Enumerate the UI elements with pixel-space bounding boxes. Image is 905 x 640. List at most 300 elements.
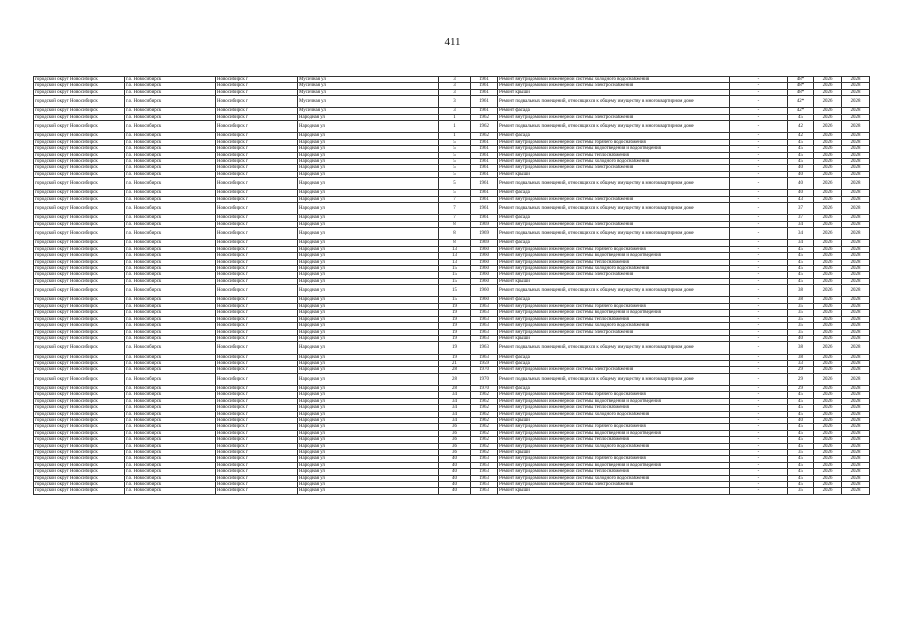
municipality-cell: городской округ Новосибирск: [34, 253, 125, 259]
end-year-cell: 2028: [842, 228, 870, 240]
cost-cell: 45: [788, 266, 814, 272]
work-type-cell: Ремонт внутридомовой инженерной системы горячего водоснабжения: [498, 303, 730, 309]
placeholder-cell: -: [730, 133, 788, 139]
placeholder-cell: -: [730, 303, 788, 309]
table-row: [34, 228, 870, 240]
city-cell: Новосибирск г: [216, 462, 298, 468]
start-year-cell: 2026: [814, 285, 842, 297]
build-year-cell: 1961: [471, 159, 498, 165]
cost-cell: 40: [788, 171, 814, 177]
city-cell: Новосибирск г: [216, 83, 298, 89]
house-number-cell: 40: [439, 462, 471, 468]
city-cell: Новосибирск г: [216, 215, 298, 221]
start-year-cell: 2026: [814, 178, 842, 190]
cost-cell: 45: [788, 139, 814, 145]
settlement-cell: г.о. Новосибирск: [125, 462, 216, 468]
cost-cell: 48*: [788, 89, 814, 95]
house-number-cell: 15: [439, 285, 471, 297]
start-year-cell: 2026: [814, 278, 842, 284]
work-type-cell: Ремонт фасада: [498, 240, 730, 246]
end-year-cell: 2028: [842, 488, 870, 494]
start-year-cell: 2026: [814, 83, 842, 89]
settlement-cell: г.о. Новосибирск: [125, 259, 216, 265]
start-year-cell: 2026: [814, 171, 842, 177]
city-cell: Новосибирск г: [216, 449, 298, 455]
end-year-cell: 2028: [842, 310, 870, 316]
build-year-cell: 1962: [471, 114, 498, 120]
end-year-cell: 2028: [842, 89, 870, 95]
street-cell: Народная ул: [298, 385, 439, 391]
work-type-cell: Ремонт фасада: [498, 108, 730, 114]
municipality-cell: городской округ Новосибирск: [34, 266, 125, 272]
end-year-cell: 2028: [842, 114, 870, 120]
start-year-cell: 2026: [814, 114, 842, 120]
street-cell: Народная ул: [298, 354, 439, 360]
start-year-cell: 2026: [814, 89, 842, 95]
build-year-cell: 1970: [471, 385, 498, 391]
placeholder-cell: -: [730, 96, 788, 108]
work-type-cell: Ремонт внутридомовой инженерной системы горячего водоснабжения: [498, 139, 730, 145]
street-cell: Мусичная ул: [298, 89, 439, 95]
house-number-cell: 13: [439, 253, 471, 259]
cost-cell: 35: [788, 329, 814, 335]
work-type-cell: Ремонт внутридомовой инженерной системы теплоснабжения: [498, 259, 730, 265]
work-type-cell: Ремонт крыши: [498, 449, 730, 455]
municipality-cell: городской округ Новосибирск: [34, 385, 125, 391]
placeholder-cell: -: [730, 437, 788, 443]
municipality-cell: городской округ Новосибирск: [34, 398, 125, 404]
settlement-cell: г.о. Новосибирск: [125, 152, 216, 158]
city-cell: Новосибирск г: [216, 456, 298, 462]
build-year-cell: 1962: [471, 437, 498, 443]
cost-cell: 48*: [788, 77, 814, 83]
build-year-cell: 1960: [471, 266, 498, 272]
street-cell: Народная ул: [298, 146, 439, 152]
start-year-cell: 2026: [814, 310, 842, 316]
work-type-cell: Ремонт внутридомовой инженерной системы водоотведения и водоотведения: [498, 462, 730, 468]
start-year-cell: 2026: [814, 462, 842, 468]
settlement-cell: г.о. Новосибирск: [125, 482, 216, 488]
work-type-cell: Ремонт внутридомовой инженерной системы теплоснабжения: [498, 469, 730, 475]
end-year-cell: 2028: [842, 303, 870, 309]
cost-cell: 38: [788, 342, 814, 354]
house-number-cell: 1: [439, 114, 471, 120]
cost-cell: 42*: [788, 108, 814, 114]
city-cell: Новосибирск г: [216, 259, 298, 265]
build-year-cell: 1963: [471, 329, 498, 335]
build-year-cell: 1963: [471, 335, 498, 341]
placeholder-cell: -: [730, 411, 788, 417]
work-type-cell: Ремонт внутридомовой инженерной системы холодного водоснабжения: [498, 159, 730, 165]
street-cell: Народная ул: [298, 316, 439, 322]
settlement-cell: г.о. Новосибирск: [125, 411, 216, 417]
municipality-cell: городской округ Новосибирск: [34, 215, 125, 221]
cost-cell: 29: [788, 373, 814, 385]
end-year-cell: 2028: [842, 171, 870, 177]
build-year-cell: 1970: [471, 373, 498, 385]
settlement-cell: г.о. Новосибирск: [125, 121, 216, 133]
work-type-cell: Ремонт фасада: [498, 297, 730, 303]
start-year-cell: 2026: [814, 443, 842, 449]
city-cell: Новосибирск г: [216, 253, 298, 259]
settlement-cell: г.о. Новосибирск: [125, 443, 216, 449]
end-year-cell: 2028: [842, 165, 870, 171]
placeholder-cell: -: [730, 430, 788, 436]
street-cell: Народная ул: [298, 303, 439, 309]
placeholder-cell: -: [730, 246, 788, 252]
municipality-cell: городской округ Новосибирск: [34, 152, 125, 158]
placeholder-cell: -: [730, 272, 788, 278]
end-year-cell: 2028: [842, 240, 870, 246]
placeholder-cell: -: [730, 196, 788, 202]
municipality-cell: городской округ Новосибирск: [34, 121, 125, 133]
street-cell: Народная ул: [298, 190, 439, 196]
work-type-cell: Ремонт фасада: [498, 385, 730, 391]
cost-cell: 45: [788, 272, 814, 278]
work-type-cell: Ремонт внутридомовой инженерной системы теплоснабжения: [498, 405, 730, 411]
house-number-cell: 5: [439, 171, 471, 177]
street-cell: Народная ул: [298, 360, 439, 366]
house-number-cell: 5: [439, 178, 471, 190]
build-year-cell: 1961: [471, 203, 498, 215]
municipality-cell: городской округ Новосибирск: [34, 405, 125, 411]
build-year-cell: 1959: [471, 360, 498, 366]
cost-cell: 48*: [788, 83, 814, 89]
house-number-cell: 7: [439, 215, 471, 221]
settlement-cell: г.о. Новосибирск: [125, 385, 216, 391]
cost-cell: 45: [788, 152, 814, 158]
city-cell: Новосибирск г: [216, 121, 298, 133]
start-year-cell: 2026: [814, 133, 842, 139]
placeholder-cell: -: [730, 203, 788, 215]
end-year-cell: 2028: [842, 266, 870, 272]
build-year-cell: 1962: [471, 392, 498, 398]
street-cell: Народная ул: [298, 462, 439, 468]
start-year-cell: 2026: [814, 323, 842, 329]
city-cell: Новосибирск г: [216, 373, 298, 385]
city-cell: Новосибирск г: [216, 342, 298, 354]
municipality-cell: городской округ Новосибирск: [34, 456, 125, 462]
street-cell: Народная ул: [298, 215, 439, 221]
house-number-cell: 1: [439, 121, 471, 133]
placeholder-cell: -: [730, 114, 788, 120]
cost-cell: 38: [788, 297, 814, 303]
street-cell: Народная ул: [298, 114, 439, 120]
city-cell: Новосибирск г: [216, 178, 298, 190]
street-cell: Мусичная ул: [298, 83, 439, 89]
end-year-cell: 2028: [842, 405, 870, 411]
street-cell: Народная ул: [298, 392, 439, 398]
build-year-cell: 1963: [471, 310, 498, 316]
placeholder-cell: -: [730, 488, 788, 494]
house-number-cell: 3: [439, 77, 471, 83]
house-number-cell: 28: [439, 367, 471, 373]
house-number-cell: 7: [439, 196, 471, 202]
cost-cell: 45: [788, 437, 814, 443]
build-year-cell: 1962: [471, 121, 498, 133]
city-cell: Новосибирск г: [216, 203, 298, 215]
build-year-cell: 1963: [471, 488, 498, 494]
house-number-cell: 36: [439, 437, 471, 443]
house-number-cell: 15: [439, 266, 471, 272]
city-cell: Новосибирск г: [216, 405, 298, 411]
placeholder-cell: -: [730, 329, 788, 335]
table-row: [34, 373, 870, 385]
table-row: [34, 178, 870, 190]
repair-schedule-table: [33, 76, 870, 495]
cost-cell: 45: [788, 443, 814, 449]
city-cell: Новосибирск г: [216, 297, 298, 303]
settlement-cell: г.о. Новосибирск: [125, 171, 216, 177]
house-number-cell: 19: [439, 335, 471, 341]
placeholder-cell: -: [730, 443, 788, 449]
cost-cell: 45: [788, 405, 814, 411]
house-number-cell: 19: [439, 323, 471, 329]
city-cell: Новосибирск г: [216, 266, 298, 272]
cost-cell: 29: [788, 367, 814, 373]
house-number-cell: 36: [439, 430, 471, 436]
city-cell: Новосибирск г: [216, 443, 298, 449]
build-year-cell: 1963: [471, 456, 498, 462]
placeholder-cell: -: [730, 462, 788, 468]
work-type-cell: Ремонт внутридомовой инженерной системы электроснабжения: [498, 221, 730, 227]
cost-cell: 45: [788, 475, 814, 481]
work-type-cell: Ремонт внутридомовой инженерной системы холодного водоснабжения: [498, 443, 730, 449]
cost-cell: 40: [788, 335, 814, 341]
work-type-cell: Ремонт внутридомовой инженерной системы холодного водоснабжения: [498, 475, 730, 481]
placeholder-cell: -: [730, 89, 788, 95]
house-number-cell: 3: [439, 108, 471, 114]
end-year-cell: 2028: [842, 398, 870, 404]
municipality-cell: городской округ Новосибирск: [34, 171, 125, 177]
placeholder-cell: -: [730, 171, 788, 177]
municipality-cell: городской округ Новосибирск: [34, 146, 125, 152]
start-year-cell: 2026: [814, 159, 842, 165]
municipality-cell: городской округ Новосибирск: [34, 297, 125, 303]
house-number-cell: 15: [439, 297, 471, 303]
start-year-cell: 2026: [814, 228, 842, 240]
cost-cell: 42*: [788, 96, 814, 108]
street-cell: Народная ул: [298, 398, 439, 404]
city-cell: Новосибирск г: [216, 482, 298, 488]
street-cell: Народная ул: [298, 482, 439, 488]
house-number-cell: 40: [439, 482, 471, 488]
cost-cell: 45: [788, 246, 814, 252]
end-year-cell: 2028: [842, 424, 870, 430]
settlement-cell: г.о. Новосибирск: [125, 83, 216, 89]
settlement-cell: г.о. Новосибирск: [125, 398, 216, 404]
placeholder-cell: -: [730, 316, 788, 322]
work-type-cell: Ремонт фасада: [498, 215, 730, 221]
municipality-cell: городской округ Новосибирск: [34, 310, 125, 316]
municipality-cell: городской округ Новосибирск: [34, 488, 125, 494]
street-cell: Народная ул: [298, 437, 439, 443]
start-year-cell: 2026: [814, 146, 842, 152]
house-number-cell: 34: [439, 398, 471, 404]
table-row: [34, 342, 870, 354]
street-cell: Народная ул: [298, 424, 439, 430]
build-year-cell: 1960: [471, 278, 498, 284]
start-year-cell: 2026: [814, 329, 842, 335]
municipality-cell: городской округ Новосибирск: [34, 411, 125, 417]
build-year-cell: 1961: [471, 178, 498, 190]
work-type-cell: Ремонт внутридомовой инженерной системы электроснабжения: [498, 272, 730, 278]
build-year-cell: 1961: [471, 152, 498, 158]
start-year-cell: 2026: [814, 297, 842, 303]
placeholder-cell: -: [730, 323, 788, 329]
house-number-cell: 40: [439, 469, 471, 475]
end-year-cell: 2028: [842, 196, 870, 202]
work-type-cell: Ремонт крыши: [498, 171, 730, 177]
street-cell: Народная ул: [298, 449, 439, 455]
settlement-cell: г.о. Новосибирск: [125, 456, 216, 462]
municipality-cell: городской округ Новосибирск: [34, 443, 125, 449]
build-year-cell: 1970: [471, 367, 498, 373]
municipality-cell: городской округ Новосибирск: [34, 108, 125, 114]
placeholder-cell: -: [730, 228, 788, 240]
municipality-cell: городской округ Новосибирск: [34, 246, 125, 252]
work-type-cell: Ремонт подвальных помещений, относящихся к общему имуществу в многоквартирном доме: [498, 178, 730, 190]
start-year-cell: 2026: [814, 405, 842, 411]
cost-cell: 45: [788, 462, 814, 468]
start-year-cell: 2026: [814, 139, 842, 145]
settlement-cell: г.о. Новосибирск: [125, 405, 216, 411]
street-cell: Народная ул: [298, 246, 439, 252]
settlement-cell: г.о. Новосибирск: [125, 392, 216, 398]
cost-cell: 34: [788, 221, 814, 227]
start-year-cell: 2026: [814, 475, 842, 481]
house-number-cell: 5: [439, 139, 471, 145]
street-cell: Народная ул: [298, 278, 439, 284]
settlement-cell: г.о. Новосибирск: [125, 323, 216, 329]
municipality-cell: городской округ Новосибирск: [34, 77, 125, 83]
settlement-cell: г.о. Новосибирск: [125, 253, 216, 259]
end-year-cell: 2028: [842, 462, 870, 468]
settlement-cell: г.о. Новосибирск: [125, 146, 216, 152]
settlement-cell: г.о. Новосибирск: [125, 424, 216, 430]
start-year-cell: 2026: [814, 303, 842, 309]
end-year-cell: 2028: [842, 203, 870, 215]
municipality-cell: городской округ Новосибирск: [34, 196, 125, 202]
cost-cell: 34: [788, 228, 814, 240]
settlement-cell: г.о. Новосибирск: [125, 196, 216, 202]
street-cell: Народная ул: [298, 171, 439, 177]
house-number-cell: 5: [439, 165, 471, 171]
placeholder-cell: -: [730, 335, 788, 341]
build-year-cell: 1961: [471, 215, 498, 221]
work-type-cell: Ремонт внутридомовой инженерной системы электроснабжения: [498, 329, 730, 335]
build-year-cell: 1962: [471, 430, 498, 436]
street-cell: Народная ул: [298, 266, 439, 272]
start-year-cell: 2026: [814, 152, 842, 158]
start-year-cell: 2026: [814, 392, 842, 398]
street-cell: Народная ул: [298, 253, 439, 259]
settlement-cell: г.о. Новосибирск: [125, 342, 216, 354]
placeholder-cell: -: [730, 278, 788, 284]
cost-cell: 45: [788, 392, 814, 398]
municipality-cell: городской округ Новосибирск: [34, 83, 125, 89]
build-year-cell: 1960: [471, 285, 498, 297]
start-year-cell: 2026: [814, 190, 842, 196]
house-number-cell: 19: [439, 342, 471, 354]
placeholder-cell: -: [730, 215, 788, 221]
street-cell: Народная ул: [298, 159, 439, 165]
city-cell: Новосибирск г: [216, 323, 298, 329]
end-year-cell: 2028: [842, 139, 870, 145]
municipality-cell: городской округ Новосибирск: [34, 133, 125, 139]
settlement-cell: г.о. Новосибирск: [125, 469, 216, 475]
municipality-cell: городской округ Новосибирск: [34, 203, 125, 215]
work-type-cell: Ремонт подвальных помещений, относящихся к общему имуществу в многоквартирном доме: [498, 373, 730, 385]
street-cell: Народная ул: [298, 430, 439, 436]
city-cell: Новосибирск г: [216, 272, 298, 278]
start-year-cell: 2026: [814, 449, 842, 455]
municipality-cell: городской округ Новосибирск: [34, 96, 125, 108]
start-year-cell: 2026: [814, 398, 842, 404]
cost-cell: 40: [788, 165, 814, 171]
city-cell: Новосибирск г: [216, 417, 298, 423]
city-cell: Новосибирск г: [216, 146, 298, 152]
municipality-cell: городской округ Новосибирск: [34, 259, 125, 265]
build-year-cell: 1963: [471, 303, 498, 309]
end-year-cell: 2028: [842, 246, 870, 252]
settlement-cell: г.о. Новосибирск: [125, 133, 216, 139]
start-year-cell: 2026: [814, 316, 842, 322]
end-year-cell: 2028: [842, 297, 870, 303]
cost-cell: 45: [788, 278, 814, 284]
placeholder-cell: -: [730, 77, 788, 83]
street-cell: Народная ул: [298, 152, 439, 158]
work-type-cell: Ремонт внутридомовой инженерной системы холодного водоснабжения: [498, 411, 730, 417]
build-year-cell: 1961: [471, 77, 498, 83]
cost-cell: 35: [788, 303, 814, 309]
end-year-cell: 2028: [842, 121, 870, 133]
work-type-cell: Ремонт внутридомовой инженерной системы водоотведения и водоотведения: [498, 146, 730, 152]
settlement-cell: г.о. Новосибирск: [125, 240, 216, 246]
build-year-cell: 1962: [471, 133, 498, 139]
street-cell: Мусичная ул: [298, 96, 439, 108]
street-cell: Народная ул: [298, 417, 439, 423]
work-type-cell: Ремонт внутридомовой инженерной системы электроснабжения: [498, 196, 730, 202]
municipality-cell: городской округ Новосибирск: [34, 178, 125, 190]
placeholder-cell: -: [730, 139, 788, 145]
settlement-cell: г.о. Новосибирск: [125, 159, 216, 165]
placeholder-cell: -: [730, 285, 788, 297]
work-type-cell: Ремонт внутридомовой инженерной системы электроснабжения: [498, 367, 730, 373]
work-type-cell: Ремонт фасада: [498, 360, 730, 366]
build-year-cell: 1969: [471, 228, 498, 240]
end-year-cell: 2028: [842, 316, 870, 322]
settlement-cell: г.о. Новосибирск: [125, 373, 216, 385]
cost-cell: 40: [788, 190, 814, 196]
cost-cell: 33: [788, 360, 814, 366]
cost-cell: 43: [788, 196, 814, 202]
start-year-cell: 2026: [814, 121, 842, 133]
start-year-cell: 2026: [814, 417, 842, 423]
start-year-cell: 2026: [814, 411, 842, 417]
settlement-cell: г.о. Новосибирск: [125, 89, 216, 95]
cost-cell: 45: [788, 424, 814, 430]
page-number: 411: [444, 36, 461, 48]
house-number-cell: 36: [439, 449, 471, 455]
work-type-cell: Ремонт внутридомовой инженерной системы водоотведения и водоотведения: [498, 310, 730, 316]
street-cell: Народная ул: [298, 373, 439, 385]
build-year-cell: 1961: [471, 190, 498, 196]
start-year-cell: 2026: [814, 373, 842, 385]
end-year-cell: 2028: [842, 152, 870, 158]
cost-cell: 45: [788, 114, 814, 120]
settlement-cell: г.о. Новосибирск: [125, 488, 216, 494]
